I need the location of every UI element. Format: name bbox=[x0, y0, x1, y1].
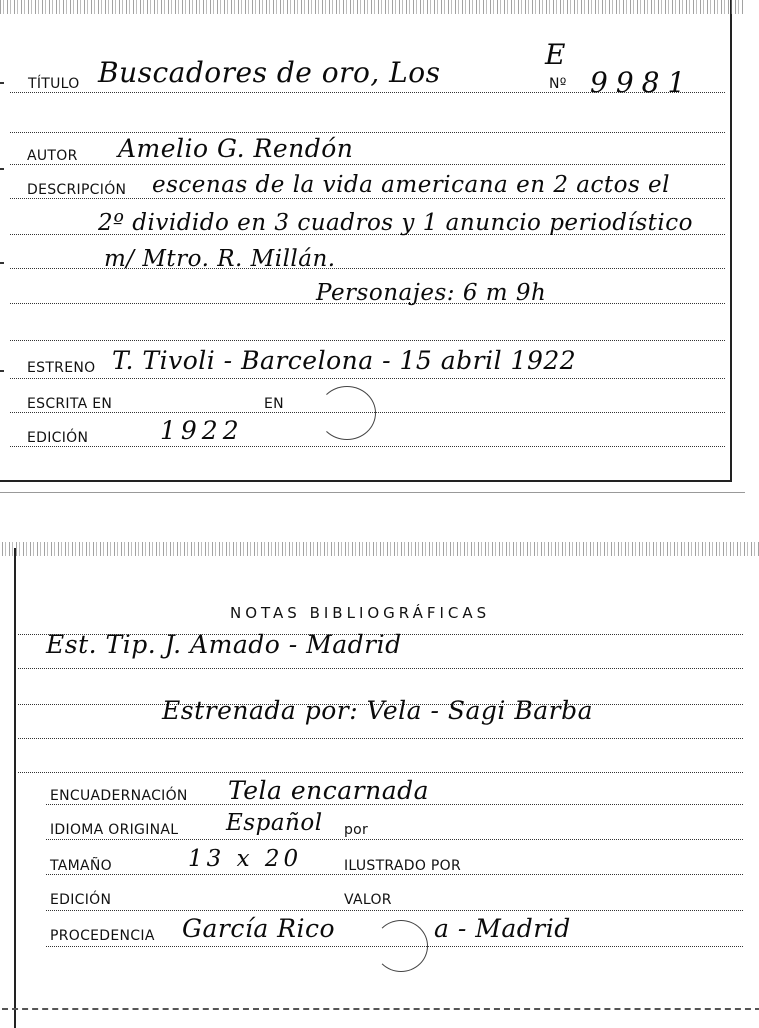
rule-line bbox=[10, 446, 725, 447]
estreno-value: T. Tivoli - Barcelona - 15 abril 1922 bbox=[112, 346, 577, 375]
margin-tick bbox=[0, 82, 4, 84]
escrita-en-label: ESCRITA EN bbox=[27, 396, 113, 412]
edicion-back-label: EDICIÓN bbox=[50, 892, 112, 908]
por-label: por bbox=[344, 822, 369, 838]
rule-line bbox=[18, 772, 743, 773]
tamano-value: 13 x 20 bbox=[188, 846, 303, 872]
notes-line-1: Est. Tip. J. Amado - Madrid bbox=[46, 630, 402, 659]
autor-value: Amelio G. Rendón bbox=[118, 134, 354, 163]
notes-line-2: Estrenada por: Vela - Sagi Barba bbox=[162, 696, 594, 725]
numero-value: 9981 bbox=[590, 66, 694, 99]
edicion-value: 1922 bbox=[160, 416, 244, 445]
titulo-label: TÍTULO bbox=[28, 76, 80, 92]
encuadernacion-value: Tela encarnada bbox=[228, 776, 430, 805]
descripcion-line-4: Personajes: 6 m 9h bbox=[316, 280, 547, 306]
card-top-edge bbox=[0, 0, 745, 14]
valor-label: VALOR bbox=[344, 892, 392, 908]
procedencia-value-2: a - Madrid bbox=[434, 914, 571, 943]
margin-tick bbox=[0, 262, 4, 264]
procedencia-value-1: García Rico bbox=[182, 914, 336, 943]
tamano-label: TAMAÑO bbox=[50, 858, 112, 874]
estreno-label: ESTRENO bbox=[27, 360, 96, 376]
descripcion-line-3: m/ Mtro. R. Millán. bbox=[104, 246, 336, 272]
rule-line bbox=[10, 378, 725, 379]
ilustrado-label: ILUSTRADO POR bbox=[344, 858, 461, 874]
catalog-card-front bbox=[0, 0, 732, 482]
numero-label: Nº bbox=[549, 76, 567, 92]
catalog-card-back bbox=[14, 548, 759, 1028]
rule-line bbox=[18, 738, 743, 739]
rule-line bbox=[10, 340, 725, 341]
notas-heading: NOTAS BIBLIOGRÁFICAS bbox=[230, 604, 491, 622]
procedencia-label: PROCEDENCIA bbox=[50, 928, 155, 944]
idioma-value: Español bbox=[226, 810, 323, 836]
rule-line bbox=[10, 198, 725, 199]
rule-line bbox=[18, 668, 743, 669]
idioma-label: IDIOMA ORIGINAL bbox=[50, 822, 179, 838]
stamp-circle bbox=[374, 920, 428, 972]
rule-line bbox=[10, 132, 725, 133]
rule-line bbox=[46, 874, 743, 875]
margin-tick bbox=[0, 168, 4, 170]
descripcion-label: DESCRIPCIÓN bbox=[27, 182, 127, 198]
en-label: EN bbox=[264, 396, 284, 412]
card-bottom-edge bbox=[2, 1008, 759, 1010]
descripcion-line-1: escenas de la vida americana en 2 actos el bbox=[152, 172, 671, 198]
card-separator bbox=[0, 492, 745, 493]
margin-tick bbox=[0, 370, 4, 372]
titulo-value: Buscadores de oro, Los bbox=[98, 56, 441, 89]
rule-line bbox=[46, 839, 743, 840]
edicion-label: EDICIÓN bbox=[27, 430, 89, 446]
rule-line bbox=[10, 164, 725, 165]
rule-line bbox=[46, 910, 743, 911]
letter-mark: E bbox=[545, 38, 566, 71]
stamp-circle bbox=[318, 386, 376, 440]
encuadernacion-label: ENCUADERNACIÓN bbox=[50, 788, 188, 804]
descripcion-line-2: 2º dividido en 3 cuadros y 1 anuncio periodístico bbox=[98, 210, 693, 236]
card-top-edge bbox=[2, 542, 759, 556]
autor-label: AUTOR bbox=[27, 148, 78, 164]
